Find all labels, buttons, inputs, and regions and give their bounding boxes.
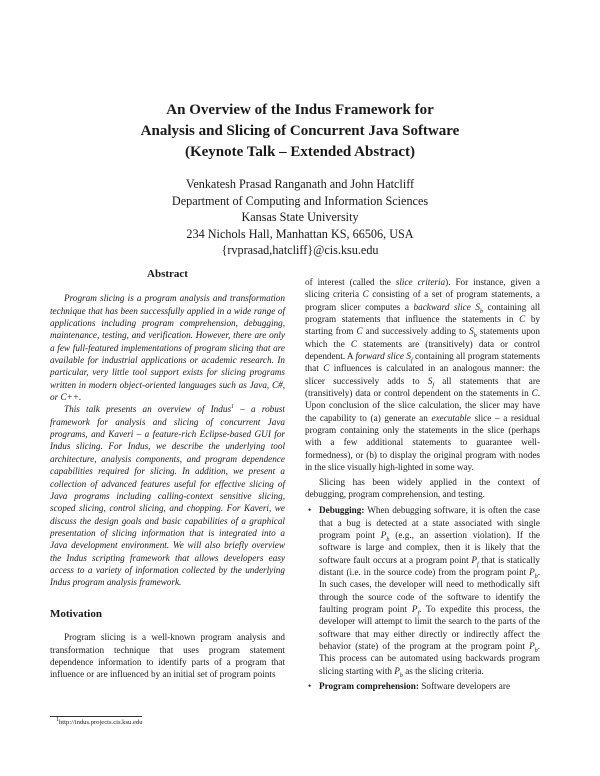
slicing-definition-paragraph: of interest (called the slice criteria). For instance, given a slicing criteria C consisting of a set of program statements, a program slicer computes a backward slice $S_b$ containing all program statements that influence the statements in C by starting from C and successively adding to $S_b$ statements upon which the C statements are (transitively) data or control dependent. A forward slice $S_f$ containing all program statements that C influences is calculated in an analogous manner: the slicer successively adds to $S_f$ all statements that are (transitively) data or control dependent on the statements in C. Upon conclusion of the slice calculation, the slicer may have the capability to (a) generate an executable slice – a residual program containing only the statements in the slice (perhaps with a few additional statements to guarantee well-formedness), or (b) to display the original program with nodes in the slice visually high-lighted in some way. — [305, 277, 541, 473]
author-block — [0, 176, 600, 259]
list-item-debugging: • Debugging: When debugging software, it is often the case that a bug is detected at a state associated with single program point $P_b$ (e.g., an assertion violation). If the software is large and complex, then it is likely that the software fault occurs at a program point $P_f$ that is statically distant (i.e. in the source code) from the program point $P_b$. In such cases, the developer will need to methodically sift through the source code of the software to identify the faulting program point $P_f$. To expedite this process, the developer will attempt to limit the search to the parts of the software that may either directly or indirectly affect the behavior (state) of the program at the program point $P_b$. This process can be automated using backwards program slicing starting with $P_b$ as the slicing criteria. — [305, 504, 540, 677]
list-item-program-comprehension: • Program comprehension: Software developers are — [305, 680, 540, 692]
author-names: Venkatesh Prasad Ranganath and John Hatcliff — [185, 177, 415, 191]
author-address: 234 Nichols Hall, Manhattan KS, 66506, USA — [186, 226, 414, 241]
motivation-section — [50, 608, 285, 681]
title-line-2: Analysis and Slicing of Concurrent Java Software — [140, 123, 460, 139]
motivation-paragraph-1: Program slicing is a well-known program analysis and transformation technique that uses program statement dependence information to identify parts of a program that influence or are influenced by an initial set of program points — [50, 632, 285, 680]
author-email: {rvprasad,hatcliff}@cis.ksu.edu — [221, 243, 379, 258]
applications-list — [305, 504, 540, 692]
title-line-3: (Keynote Talk – Extended Abstract) — [184, 144, 415, 160]
abstract-section — [50, 268, 285, 589]
author-university: Kansas State University — [241, 210, 359, 225]
paper-title — [0, 100, 600, 163]
footnote-rule — [50, 716, 142, 717]
footnote-url: http://indus.projects.cis.ksu.edu — [59, 719, 143, 726]
footnote: $^1$http://indus.projects.cis.ksu.edu — [56, 716, 143, 726]
abstract-paragraph-1: Program slicing is a program analysis and transformation technique that has been successfully applied in a wide range of applications including program comprehension, debugging, maintenance, testing, and verification. However, there are only a few full-featured implementations of program slicing that are available for industrial applications or academic research. In particular, very little tool support exists for slicing programs written in modern object-oriented languages such as Java, C#, or C++. — [50, 293, 285, 403]
abstract-paragraph-2: This talk presents an overview of Indus$^1$ – a robust framework for analysis and slicing of concurrent Java programs, and Kaveri – a feature-rich Eclipse-based GUI for Indus slicing. For Indus, we describe the underlying tool architecture, analysis components, and program dependence capabilities required for slicing. In addition, we present a collection of advanced features useful for effective slicing of Java programs including calling-context sensitive slicing, scoped slicing, control slicing, and chopping. For Kaveri, we discuss the design goals and basic capabilities of a graphical presentation of slicing information that is integrated into a Java development environment. We will also briefly overview the Indus scripting framework that allows developers easy access to a variety of information collected by the underlying Indus program analysis framework. — [50, 404, 285, 588]
right-column — [305, 276, 540, 695]
author-department: Department of Computing and Information Sciences — [171, 193, 429, 208]
footnote-marker: 1 — [231, 404, 235, 411]
title-line-1: An Overview of the Indus Framework for — [166, 102, 434, 118]
motivation-heading: Motivation — [50, 608, 102, 620]
abstract-heading: Abstract — [147, 268, 188, 280]
slicing-applications-paragraph: Slicing has been widely applied in the context of debugging, program comprehension, and testing. — [305, 476, 540, 499]
